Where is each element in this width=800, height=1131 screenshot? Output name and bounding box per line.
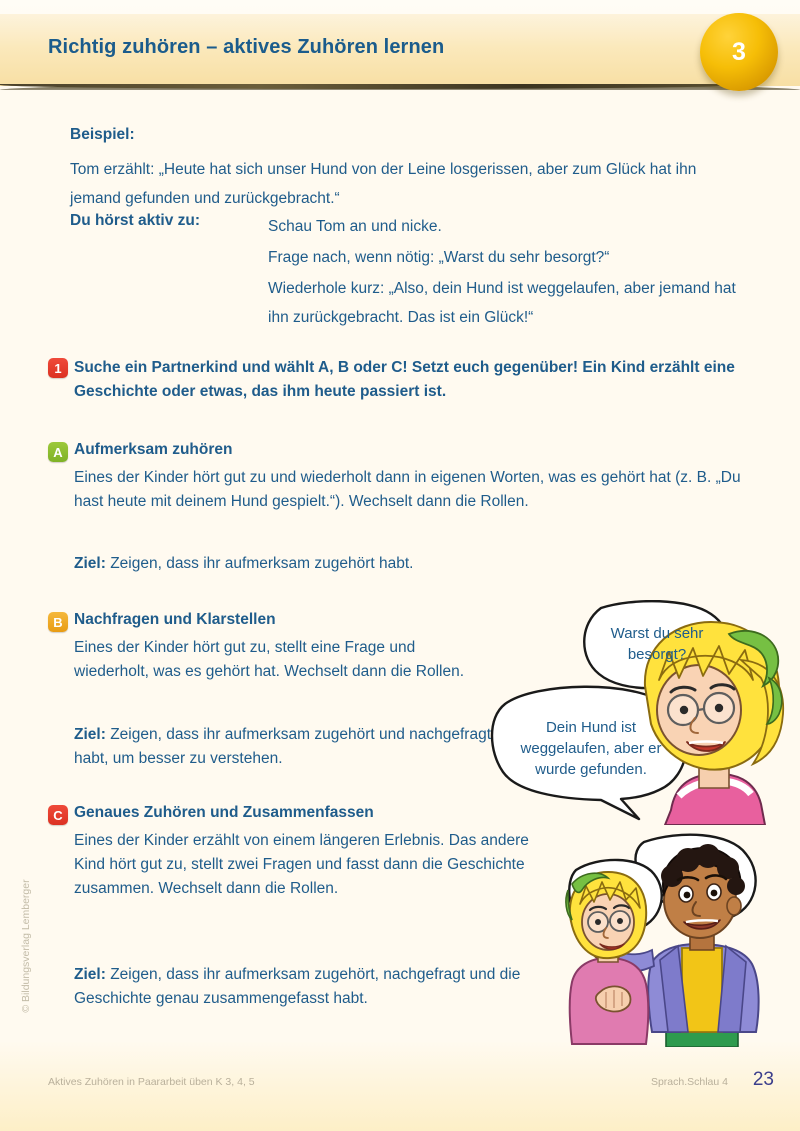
section-letter-label: A — [53, 444, 63, 460]
section-body-b: Eines der Kinder hört gut zu, stellt eine Frage und wiederholt, was es gehört hat. Wechselt dann die Rollen. — [74, 639, 465, 680]
task-number-label: 1 — [54, 360, 62, 376]
speech-bubble-top — [589, 600, 725, 688]
page-title: Richtig zuhören – aktives Zuhören lernen — [48, 36, 445, 58]
illustration-two-children — [548, 832, 793, 1047]
goal-text-b: Zeigen, dass ihr aufmerksam zugehört und nachgefragt habt, um besser zu verstehen. — [74, 726, 492, 767]
speech-bubble-top-text: Warst du sehr besorgt? — [610, 625, 704, 663]
goal-label-c: Ziel: — [74, 966, 106, 983]
speech-bubble-bottom-text: Dein Hund ist weggelaufen, aber er wurde gefunden. — [520, 718, 662, 778]
example-response-list — [268, 212, 758, 334]
task-number-badge — [48, 358, 68, 378]
section-letter-label: B — [53, 614, 63, 630]
goal-text-a: Zeigen, dass ihr aufmerksam zugehört habt. — [110, 555, 414, 572]
section-goal-b — [74, 723, 514, 771]
footer-right-label: Sprach.Schlau 4 — [650, 1076, 728, 1088]
example-prompt-label: Du hörst aktiv zu: — [70, 212, 201, 229]
footer-page-number: 23 — [752, 1069, 774, 1090]
empty-bubble-right-text-area — [640, 836, 752, 912]
example-response-item: Wiederhole kurz: „Also, dein Hund ist weggelaufen, aber jemand hat ihn zurückgebracht. Das ist ein Glück!“ — [268, 280, 736, 326]
section-goal-c — [74, 963, 534, 1011]
goal-label-a: Ziel: — [74, 555, 106, 572]
section-badge-a — [48, 442, 68, 462]
section-goal-a — [74, 552, 754, 576]
section-letter-label: C — [53, 807, 63, 823]
chapter-number-badge — [700, 13, 778, 91]
section-badge-c — [48, 805, 68, 825]
example-label: Beispiel: — [70, 126, 135, 143]
speech-bubble-bottom — [501, 696, 681, 800]
section-badge-b — [48, 612, 68, 632]
section-title-b: Nachfragen und Klarstellen — [74, 611, 276, 628]
section-body-a: Eines der Kinder hört gut zu und wiederholt dann in eigenen Worten, was es gehört hat (z. B. „Du hast heute mit deinem Hund gespielt.“). Wechselt dann die Rollen. — [74, 469, 741, 510]
copyright-vertical: © Bildungsverlag Lemberger — [20, 879, 32, 1013]
example-response-item: Schau Tom an und nicke. — [268, 218, 442, 235]
chapter-number-label: 3 — [732, 37, 746, 66]
section-title-c: Genaues Zuhören und Zusammenfassen — [74, 804, 374, 821]
example-response-item: Frage nach, wenn nötig: „Warst du sehr besorgt?“ — [268, 249, 610, 266]
section-title-a: Aufmerksam zuhören — [74, 441, 233, 458]
goal-label-b: Ziel: — [74, 726, 106, 743]
example-narration: Tom erzählt: „Heute hat sich unser Hund von der Leine losgerissen, aber zum Glück hat ihn jemand gefunden und zurückgebracht.“ — [70, 161, 697, 207]
goal-text-c: Zeigen, dass ihr aufmerksam zugehört, nachgefragt und die Geschichte genau zusammengefasst habt. — [74, 966, 521, 1007]
task-instruction-text: Suche ein Partnerkind und wählt A, B oder C! Setzt euch gegenüber! Ein Kind erzählt eine Geschichte oder etwas, das ihm heute passiert ist. — [74, 359, 735, 400]
footer-left-label: Aktives Zuhören in Paararbeit üben K 3, 4, 5 — [48, 1076, 255, 1088]
section-body-c: Eines der Kinder erzählt von einem längeren Erlebnis. Das andere Kind hört gut zu, stellt zwei Fragen und fasst dann die Geschichte zusammen. Wechselt dann die Rollen. — [74, 832, 529, 897]
illustration-girl-speech — [483, 600, 793, 825]
